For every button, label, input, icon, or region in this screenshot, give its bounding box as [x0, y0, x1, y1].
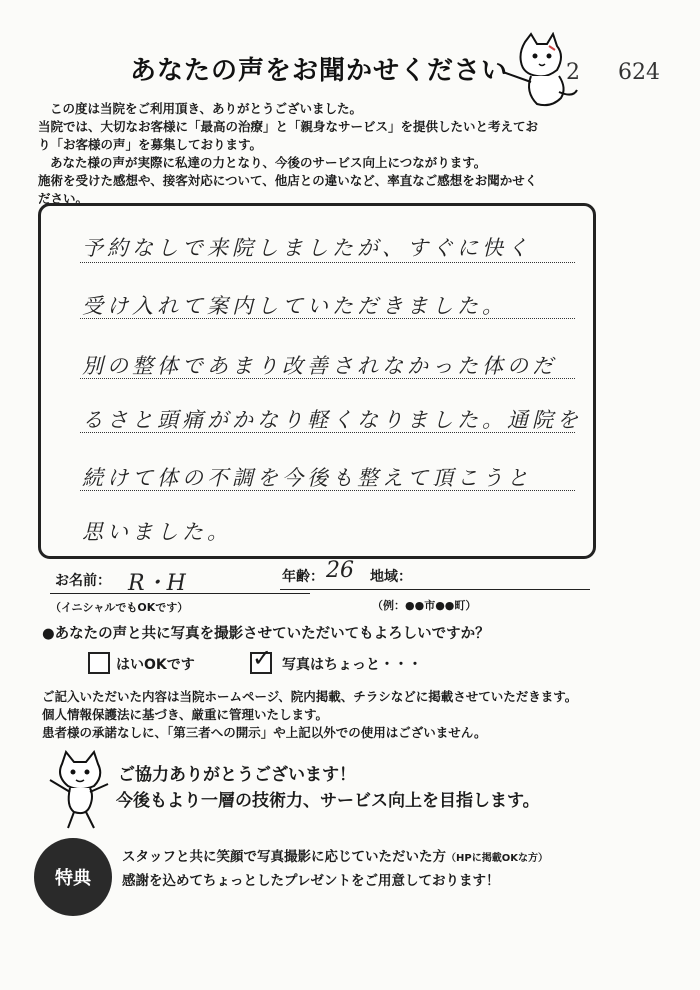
bonus-line-2: 感謝を込めてちょっとしたプレゼントをご用意しております！	[122, 873, 500, 889]
bonus-badge: 特典	[34, 838, 112, 916]
name-underline	[50, 593, 310, 594]
region-note: （例：●●市●●町）	[372, 599, 477, 612]
age-field[interactable]: 26	[326, 558, 354, 583]
checkmark-icon: ✓	[252, 644, 273, 672]
bonus-line-1	[122, 846, 548, 870]
name-label: お名前：	[55, 573, 111, 589]
photo-ok-label: はいOKです	[116, 657, 195, 673]
thanks-message	[118, 762, 540, 814]
page-title: あなたの声をお聞かせください	[130, 56, 509, 86]
handwritten-line: 受け入れて案内していただきました。	[82, 294, 507, 318]
intro-line: 当院では、大切なお客様に「最高の治療」と「親身なサービス」を提供したいと考えてお	[38, 119, 539, 134]
intro-text	[38, 100, 658, 208]
thanks-line-2: 今後もより一層の技術力、サービス向上を目指します。	[116, 791, 540, 811]
ruled-line	[80, 378, 575, 379]
privacy-notice	[42, 688, 662, 742]
name-field[interactable]: R・H	[128, 571, 186, 596]
photo-decline-label: 写真はちょっと・・・	[282, 657, 422, 673]
handwritten-line: 予約なしで来院しましたが、すぐに快く	[82, 236, 532, 260]
photo-ok-checkbox[interactable]	[88, 652, 110, 674]
intro-line: あなた様の声が実際に私達の力となり、今後のサービス向上につながります。	[50, 155, 487, 170]
ruled-line	[80, 262, 575, 263]
bonus-line-1-text: スタッフと共に笑顔で写真撮影に応じていただいた方	[122, 849, 446, 865]
region-underline	[280, 589, 590, 590]
name-note: （イニシャルでもOKです）	[50, 601, 189, 614]
reference-number: 624	[618, 60, 660, 85]
bonus-text	[122, 846, 548, 892]
notice-line: ご記入いただいた内容は当院ホームページ、院内掲載、チラシなどに掲載させていただきます。	[42, 689, 578, 704]
ruled-line	[80, 490, 575, 491]
age-label: 年齢：	[282, 569, 324, 585]
handwritten-line: るさと頭痛がかなり軽くなりました。通院を	[82, 408, 582, 432]
intro-line: この度は当院をご利用頂き、ありがとうございました。	[50, 101, 363, 116]
notice-line: 患者様の承諾なしに、「第三者への開示」や上記以外での使用はございません。	[42, 725, 487, 740]
handwritten-line: 続けて体の不調を今後も整えて頂こうと	[82, 466, 532, 490]
handwritten-line: 別の整体であまり改善されなかった体のだ	[82, 354, 557, 378]
intro-line: 施術を受けた感想や、接客対応について、他店との違いなど、率直なご感想をお聞かせく	[38, 173, 538, 188]
notice-line: 個人情報保護法に基づき、厳重に管理いたします。	[42, 707, 329, 722]
thanks-line-1: ご協力ありがとうございます！	[118, 765, 356, 785]
reference-number-prefix: 2	[566, 60, 580, 85]
ruled-line	[80, 432, 575, 433]
region-label: 地域：	[370, 569, 412, 585]
handwritten-line: 思いました。	[82, 520, 232, 544]
photo-consent-question: ●あなたの声と共に写真を撮影させていただいてもよろしいですか？	[42, 626, 490, 642]
cat-mascot-cheering-icon	[44, 750, 116, 832]
bonus-line-1-note: （HPに掲載OKな方）	[446, 853, 548, 864]
intro-line: り「お客様の声」を募集しております。	[38, 137, 263, 152]
intro-line: ださい。	[38, 191, 89, 206]
ruled-line	[80, 318, 575, 319]
